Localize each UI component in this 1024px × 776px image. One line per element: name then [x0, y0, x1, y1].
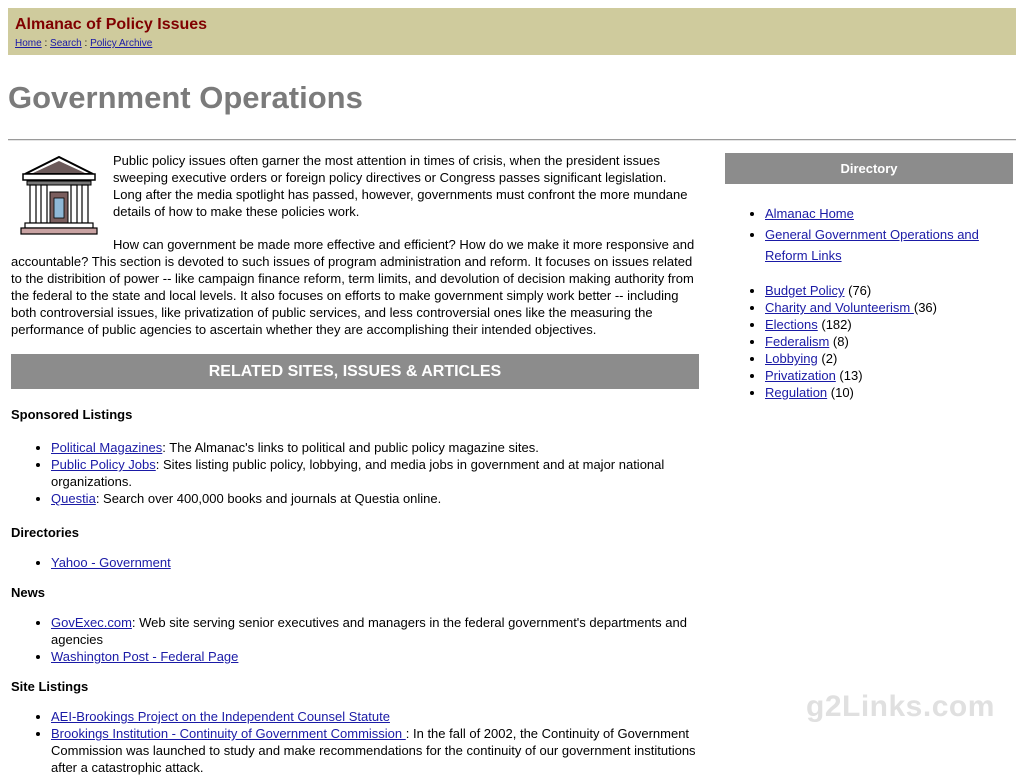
list-item — [51, 648, 699, 665]
page-title: Government Operations — [8, 80, 363, 115]
elections-link[interactable]: Elections — [765, 317, 818, 332]
breadcrumb — [15, 37, 1009, 50]
general-government-operations-link[interactable]: General Government Operations and Reform Links — [765, 227, 979, 263]
govexec-link[interactable]: GovExec.com — [51, 615, 132, 630]
privatization-link[interactable]: Privatization — [765, 368, 836, 383]
category-count: (2) — [817, 351, 838, 366]
directory-sidebar — [725, 153, 1013, 401]
sponsored-listings-list — [11, 439, 699, 507]
yahoo-government-link[interactable]: Yahoo - Government — [51, 555, 171, 570]
list-item — [51, 439, 699, 456]
category-count: (36) — [913, 300, 937, 315]
breadcrumb-separator: : — [44, 38, 48, 49]
intro-paragraph-1 — [11, 152, 699, 220]
budget-policy-link[interactable]: Budget Policy — [765, 283, 845, 298]
site-listings-heading: Site Listings — [11, 679, 89, 694]
list-item — [765, 224, 1013, 266]
breadcrumb-separator: : — [84, 38, 88, 49]
almanac-home-link[interactable]: Almanac Home — [765, 206, 854, 221]
category-count: (13) — [835, 368, 863, 383]
breadcrumb-policy-archive-link[interactable]: Policy Archive — [90, 38, 153, 49]
intro-text-1: Public policy issues often garner the most attention in times of crisis, when the president issues sweeping executive orders or foreign policy directives or Congress passes significant legislation. Long after the media spotlight has passed, however, governments must confront the more mundane details of how to make these policies work. — [113, 153, 688, 219]
directory-top-links — [725, 203, 1013, 266]
category-count: (8) — [829, 334, 849, 349]
list-item — [51, 490, 699, 507]
list-item — [765, 367, 1013, 384]
questia-link[interactable]: Questia — [51, 491, 96, 506]
category-count: (10) — [827, 385, 854, 400]
directories-heading: Directories — [11, 525, 79, 540]
divider — [8, 139, 1016, 141]
site-title: Almanac of Policy Issues — [15, 16, 208, 33]
directory-categories — [725, 282, 1013, 401]
site-header — [8, 8, 1016, 55]
breadcrumb-home-link[interactable]: Home — [15, 38, 42, 49]
news-heading: News — [11, 585, 45, 600]
list-item — [765, 384, 1013, 401]
list-item — [765, 316, 1013, 333]
related-sites-bar: RELATED SITES, ISSUES & ARTICLES — [11, 354, 699, 389]
aei-brookings-project-link[interactable]: AEI-Brookings Project on the Independent Counsel Statute — [51, 709, 390, 724]
list-item — [765, 299, 1013, 316]
list-item — [765, 333, 1013, 350]
directory-title: Directory — [725, 153, 1013, 184]
public-policy-jobs-link[interactable]: Public Policy Jobs — [51, 457, 156, 472]
list-item — [765, 203, 1013, 224]
list-item — [51, 725, 699, 776]
political-magazines-link[interactable]: Political Magazines — [51, 440, 163, 455]
category-count: (182) — [817, 317, 852, 332]
sponsored-listings-heading: Sponsored Listings — [11, 407, 133, 422]
category-count: (76) — [844, 283, 872, 298]
list-item-description: : Search over 400,000 books and journals at Questia online. — [95, 491, 442, 506]
list-item — [765, 282, 1013, 299]
lobbying-link[interactable]: Lobbying — [765, 351, 818, 366]
breadcrumb-search-link[interactable]: Search — [50, 38, 82, 49]
list-item-description: : Sites listing public policy, lobbying, and media jobs in government and at major national organizations. — [51, 457, 665, 489]
brookings-continuity-commission-link[interactable]: Brookings Institution - Continuity of Government Commission — [51, 726, 406, 741]
list-item-description: : In the fall of 2002, the Continuity of Government Commission was launched to study and make recommendations for the continuity of our government institutions after a catastrophic attack. — [51, 726, 696, 775]
watermark: g2Links.com — [806, 690, 995, 723]
list-item — [51, 554, 699, 571]
news-list — [11, 614, 699, 665]
list-item — [765, 350, 1013, 367]
washington-post-federal-page-link[interactable]: Washington Post - Federal Page — [51, 649, 239, 664]
list-item — [51, 708, 699, 725]
list-item-description: : Web site serving senior executives and managers in the federal government's departments and agencies — [51, 615, 687, 647]
list-item — [51, 614, 699, 648]
directories-list — [11, 554, 699, 571]
federalism-link[interactable]: Federalism — [765, 334, 830, 349]
main-content — [11, 152, 699, 776]
charity-volunteerism-link[interactable]: Charity and Volunteerism — [765, 300, 914, 315]
site-listings-list — [11, 708, 699, 776]
regulation-link[interactable]: Regulation — [765, 385, 828, 400]
list-item-description: : The Almanac's links to political and public policy magazine sites. — [162, 440, 539, 455]
government-building-icon — [19, 154, 99, 238]
intro-paragraph-2: How can government be made more effective and efficient? How do we make it more responsive and accountable? This section is devoted to such issues of program administration and reform. It focuses on issues related to the distribition of power -- like campaign finance reform, term limits, and devolution of decision making authority from the federal to the state and local levels. It also focuses on efforts to make government simply work better -- including both controversial issues, like privatization of public services, and less controversial ones like the measuring the performance of public agencies to ascertain whether they are accomplishing their intended objectives. — [11, 237, 695, 337]
list-item — [51, 456, 699, 490]
